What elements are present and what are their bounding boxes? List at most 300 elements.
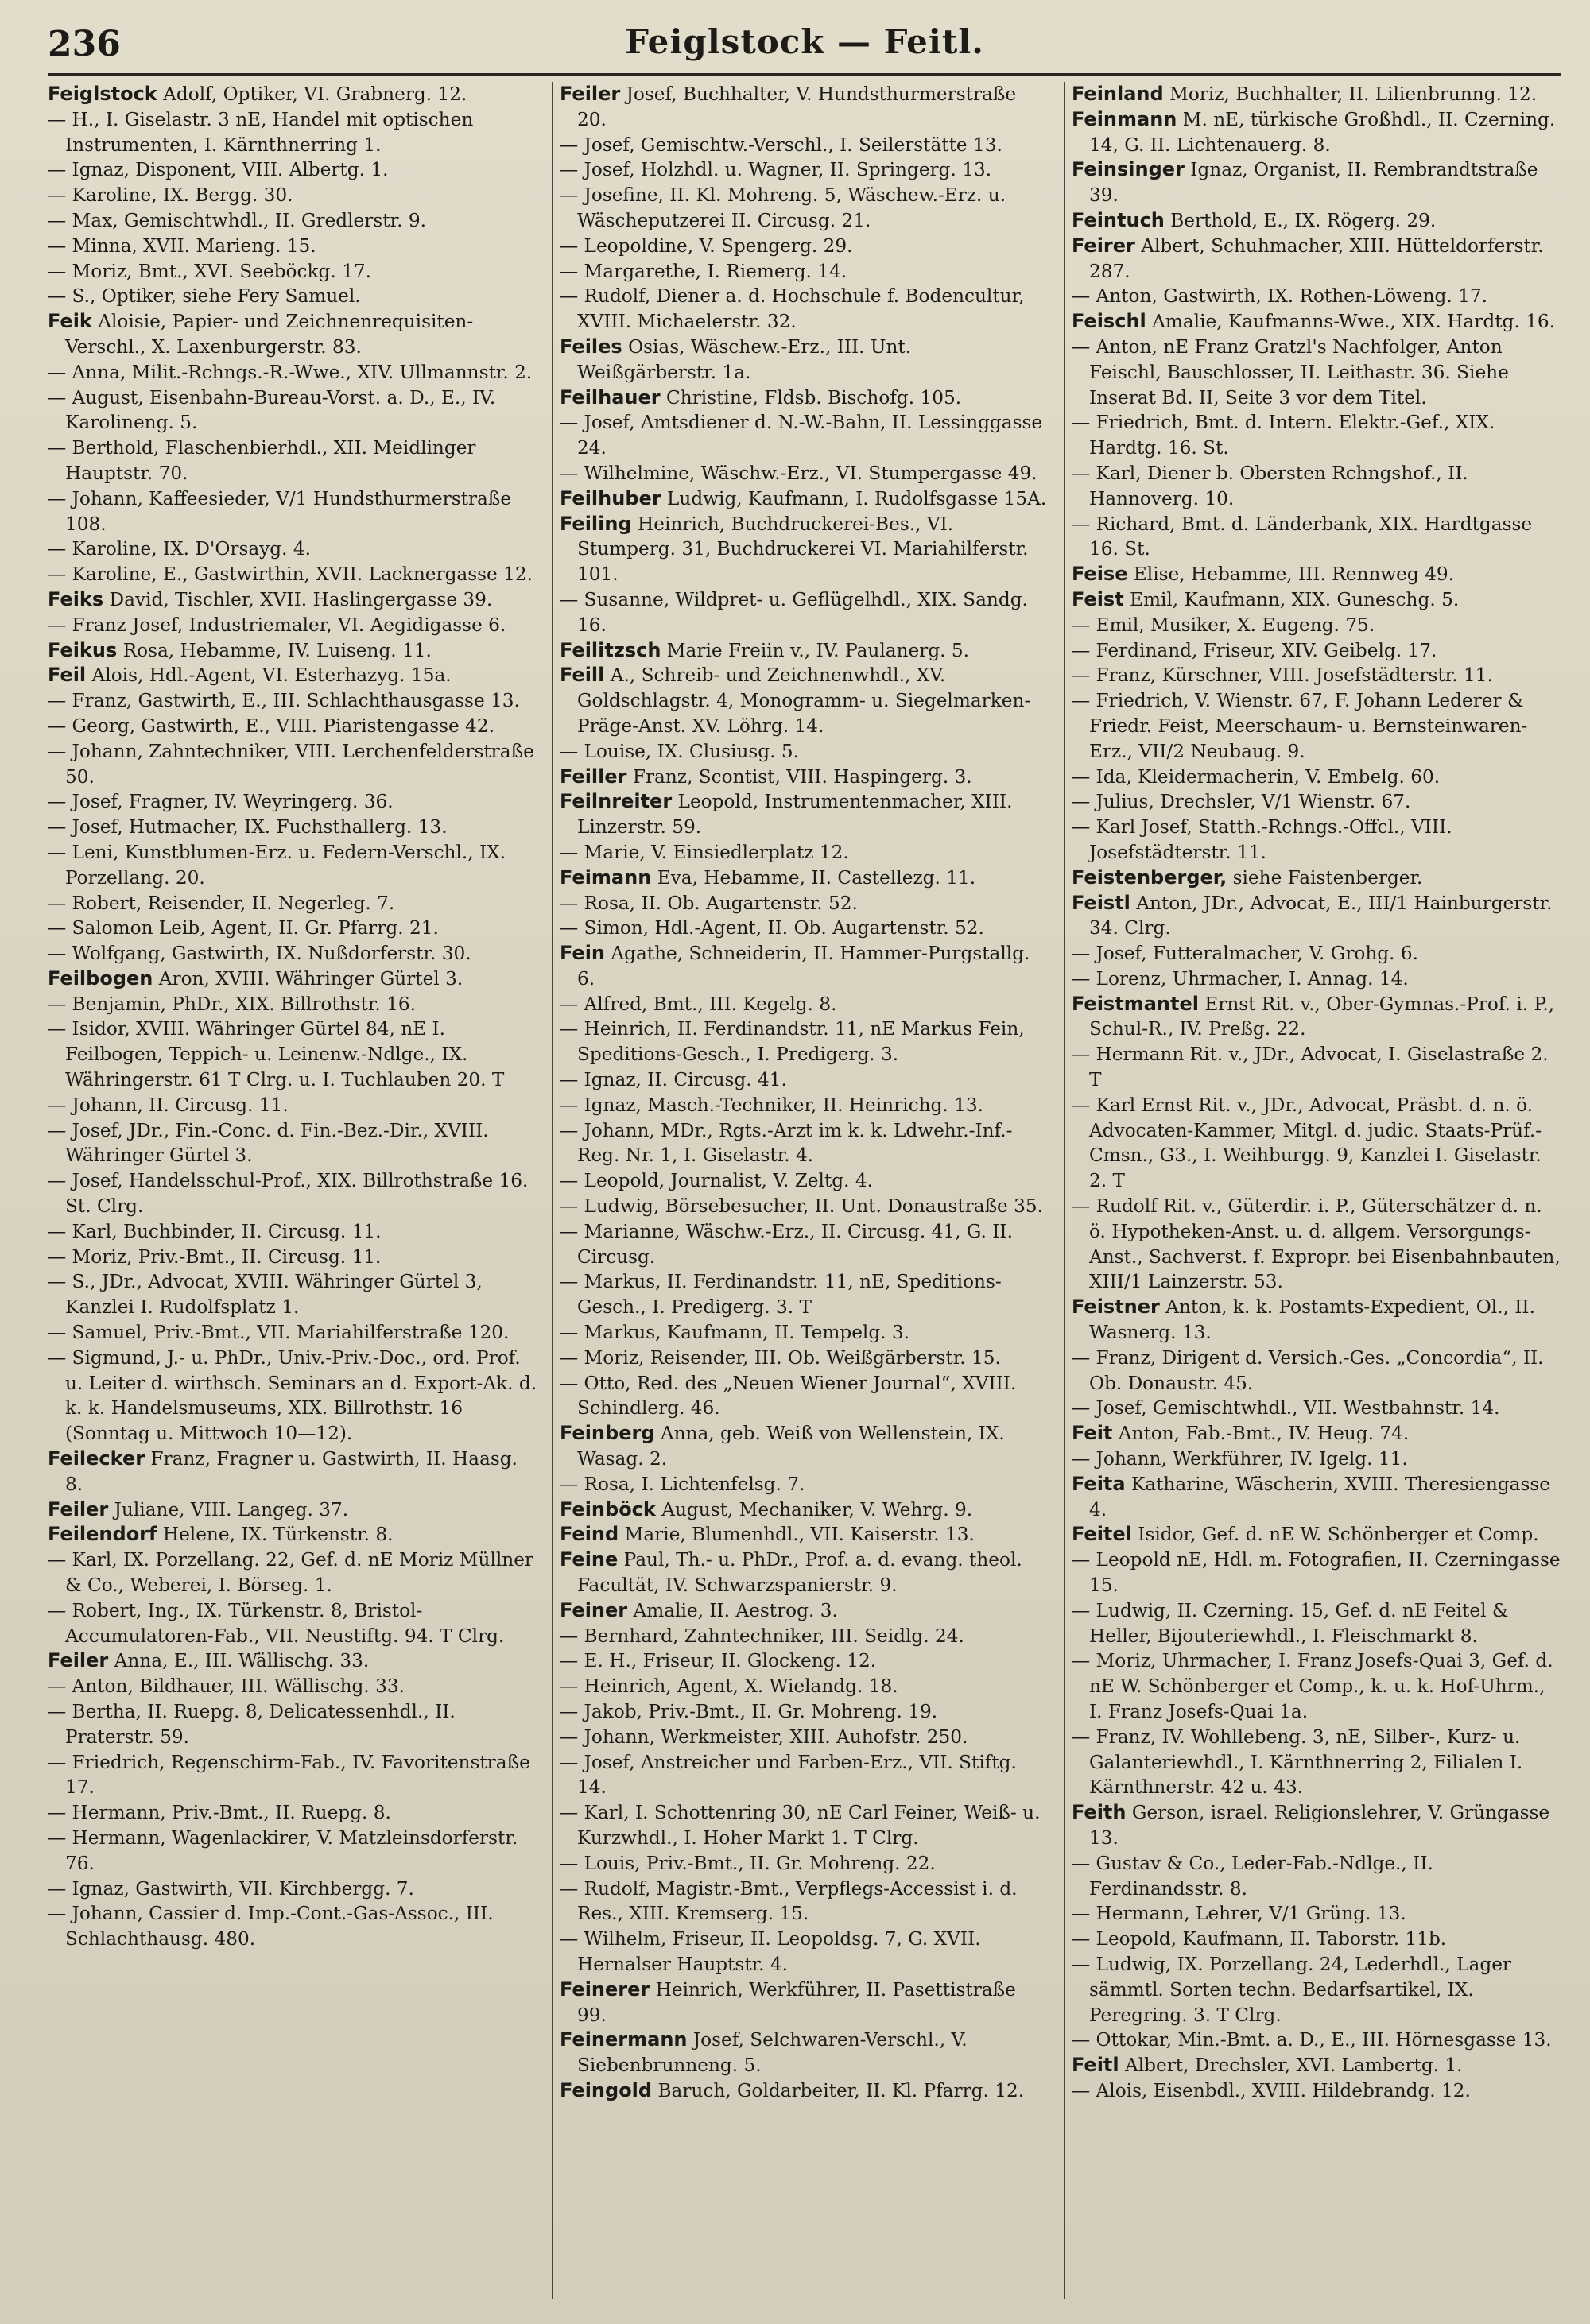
directory-entry xyxy=(48,663,537,688)
entry-details: Berthold, E., IX. Rögerg. 29. xyxy=(1170,209,1437,231)
entry-details: — Anton, Gastwirth, IX. Rothen-Löweng. 17. xyxy=(1072,285,1487,308)
directory-entry xyxy=(48,1699,537,1750)
directory-entry xyxy=(560,512,1049,587)
entry-details: Heinrich, Buchdruckerei-Bes., VI. Stumperg. 31, Buchdruckerei VI. Mariahilferstr. 101. xyxy=(577,513,1029,586)
entry-surname: Feilhauer xyxy=(560,385,661,409)
entry-details: — Rosa, I. Lichtenfelsg. 7. xyxy=(560,1473,805,1495)
directory-entry xyxy=(48,941,537,966)
entry-details: — Franz, Kürschner, VIII. Josefstädterstr. 11. xyxy=(1072,664,1493,687)
directory-entry xyxy=(560,1522,1049,1547)
entry-surname: Feinmann xyxy=(1072,107,1177,130)
directory-entry xyxy=(1072,309,1561,335)
directory-entry xyxy=(48,536,537,562)
entry-details: — Johann, Kaffeesieder, V/1 Hundsthurmerstraße 108. xyxy=(48,487,512,535)
entry-details: — Josef, Anstreicher und Farben-Erz., VII. Stiftg. 14. xyxy=(560,1751,1017,1799)
directory-entry xyxy=(1072,587,1561,613)
entry-details: — Moriz, Bmt., XVI. Seeböckg. 17. xyxy=(48,260,371,282)
directory-entry xyxy=(48,259,537,285)
entry-details: Elise, Hebamme, III. Rennweg 49. xyxy=(1133,564,1454,586)
entry-details: Anna, E., III. Wällischg. 33. xyxy=(114,1650,370,1672)
entry-details: — Ludwig, Börsebesucher, II. Unt. Donaustraße 35. xyxy=(560,1195,1044,1218)
entry-details: Juliane, VIII. Langeg. 37. xyxy=(114,1498,349,1520)
directory-entry xyxy=(1072,992,1561,1043)
entry-details: — Johann, Cassier d. Imp.-Cont.-Gas-Assoc., III. Schlachthausg. 480. xyxy=(48,1903,494,1950)
directory-entry xyxy=(560,840,1049,866)
entry-details: Christine, Fldsb. Bischofg. 105. xyxy=(666,386,962,409)
entry-details: — Moriz, Uhrmacher, I. Franz Josefs-Quai 3, Gef. d. nE W. Schönberger et Comp., k. u. k. Hof-Uhrm., I. Franz Josefs-Quai 1a. xyxy=(1072,1650,1553,1722)
entry-details: — Leopold, Journalist, V. Zeltg. 4. xyxy=(560,1170,873,1192)
entry-surname: Feilnreiter xyxy=(560,790,673,813)
directory-entry xyxy=(560,941,1049,992)
directory-entry xyxy=(48,739,537,790)
directory-entry xyxy=(1072,157,1561,208)
entry-details: — Heinrich, Agent, X. Wielandg. 18. xyxy=(560,1675,898,1698)
entry-details: — Josef, Amtsdiener d. N.-W.-Bahn, II. Lessinggasse 24. xyxy=(560,412,1043,459)
directory-entry xyxy=(48,1547,537,1598)
entry-details: Amalie, II. Aestrog. 3. xyxy=(633,1599,838,1621)
entry-details: — Friedrich, Bmt. d. Intern. Elektr.-Gef., XIX. Hardtg. 16. St. xyxy=(1072,412,1495,459)
entry-details: — Markus, II. Ferdinandstr. 11, nE, Speditions-Gesch., I. Predigerg. 3. T xyxy=(560,1271,1002,1319)
directory-entry xyxy=(48,82,537,107)
directory-entry xyxy=(1072,815,1561,866)
directory-entry xyxy=(1072,891,1561,942)
entry-surname: Feintuch xyxy=(1072,208,1165,231)
directory-entry xyxy=(560,259,1049,285)
entry-details: — Bertha, II. Ruepg. 8, Delicatessenhdl., II. Praterstr. 59. xyxy=(48,1701,456,1748)
entry-details: — Julius, Drechsler, V/1 Wienstr. 67. xyxy=(1072,791,1411,813)
directory-entry xyxy=(560,1800,1049,1851)
directory-entry xyxy=(560,1269,1049,1320)
entry-details: Albert, Schuhmacher, XIII. Hütteldorferstr. 287. xyxy=(1089,234,1544,282)
entry-details: — Josef, Gemischtwhdl., VII. Westbahnstr. 14. xyxy=(1072,1397,1500,1420)
entry-surname: Feilendorf xyxy=(48,1523,157,1546)
entry-details: — Leopold nE, Hdl. m. Fotografien, II. Czerningasse 15. xyxy=(1072,1549,1561,1597)
entry-details: — Samuel, Priv.-Bmt., VII. Mariahilferstraße 120. xyxy=(48,1322,510,1344)
entry-details: — Josef, Gemischtw.-Verschl., I. Seilerstätte 13. xyxy=(560,134,1002,156)
entry-surname: Feinland xyxy=(1072,83,1164,105)
directory-entry xyxy=(1072,562,1561,587)
directory-entry xyxy=(48,638,537,664)
directory-entry xyxy=(560,663,1049,738)
entry-details: — Marianne, Wäschw.-Erz., II. Circusg. 41, G. II. Circusg. xyxy=(560,1220,1013,1268)
entry-details: Aron, XVIII. Währinger Gürtel 3. xyxy=(158,967,463,990)
directory-entry xyxy=(560,1320,1049,1346)
entry-details: — Louise, IX. Clusiusg. 5. xyxy=(560,740,799,762)
directory-entry xyxy=(560,765,1049,790)
directory-entry xyxy=(48,183,537,208)
entry-details: — Josef, Fragner, IV. Weyringerg. 36. xyxy=(48,791,394,813)
entry-details: — H., I. Giselastr. 3 nE, Handel mit optischen Instrumenten, I. Kärnthnerring 1. xyxy=(48,108,474,156)
entry-surname: Feiks xyxy=(48,587,104,610)
entry-details: Ernst Rit. v., Ober-Gymnas.-Prof. i. P., Schul-R., IV. Preßg. 22. xyxy=(1089,993,1555,1040)
entry-details: — Leopold, Kaufmann, II. Taborstr. 11b. xyxy=(1072,1928,1447,1950)
entry-details: — Wilhelmine, Wäschw.-Erz., VI. Stumpergasse 49. xyxy=(560,462,1037,484)
entry-details: — Benjamin, PhDr., XIX. Billrothstr. 16. xyxy=(48,993,416,1015)
directory-entry xyxy=(560,891,1049,916)
directory-entry xyxy=(560,739,1049,765)
directory-entry xyxy=(560,2078,1049,2104)
entry-surname: Feikus xyxy=(48,638,118,661)
directory-entry xyxy=(1072,2028,1561,2053)
entry-details: — Johann, Werkführer, IV. Igelg. 11. xyxy=(1072,1448,1408,1470)
running-head: Feiglstock — Feitl. xyxy=(625,22,984,61)
directory-entry xyxy=(1072,461,1561,512)
entry-surname: Feistmantel xyxy=(1072,992,1199,1015)
entry-details: — Lorenz, Uhrmacher, I. Annag. 14. xyxy=(1072,967,1409,990)
entry-surname: Feilhuber xyxy=(560,486,661,509)
column-3 xyxy=(1064,82,1561,2299)
directory-entry xyxy=(1072,1093,1561,1194)
directory-entry xyxy=(48,1901,537,1952)
entry-details: siehe Faistenberger. xyxy=(1232,866,1423,889)
directory-entry xyxy=(560,1472,1049,1497)
entry-details: — Rudolf Rit. v., Güterdir. i. P., Güterschätzer d. n. ö. Hypotheken-Anst. u. d. allgem. Versorgungs-Anst., Sachverst. f. Expropr. bei Eisenbahnbauten, XIII/1 Lainzerstr. 53. xyxy=(1072,1195,1561,1293)
entry-details: — Josef, Handelsschul-Prof., XIX. Billrothstraße 16. St. Clrg. xyxy=(48,1170,529,1218)
directory-entry xyxy=(560,183,1049,234)
entry-surname: Feilbogen xyxy=(48,966,153,990)
directory-entry xyxy=(48,1093,537,1118)
directory-entry xyxy=(48,562,537,587)
entry-details: — Franz, Gastwirth, E., III. Schlachthausgasse 13. xyxy=(48,690,520,712)
entry-surname: Feimann xyxy=(560,866,652,889)
directory-entry xyxy=(48,385,537,436)
entry-details: Ignaz, Organist, II. Rembrandtstraße 39. xyxy=(1089,159,1538,207)
entry-surname: Feinböck xyxy=(560,1497,656,1520)
entry-surname: Feil xyxy=(48,664,87,687)
directory-entry xyxy=(1072,1800,1561,1851)
entry-details: — Max, Gemischtwhdl., II. Gredlerstr. 9. xyxy=(48,209,426,231)
entry-details: Amalie, Kaufmanns-Wwe., XIX. Hardtg. 16. xyxy=(1152,311,1555,333)
entry-details: — Hermann, Lehrer, V/1 Grüng. 13. xyxy=(1072,1903,1406,1925)
entry-surname: Feist xyxy=(1072,587,1124,610)
entry-details: — Minna, XVII. Marieng. 15. xyxy=(48,234,316,257)
directory-entry xyxy=(1072,82,1561,107)
entry-details: — Marie, V. Einsiedlerplatz 12. xyxy=(560,841,849,863)
entry-details: — Rudolf, Diener a. d. Hochschule f. Bodencultur, XVIII. Michaelerstr. 32. xyxy=(560,285,1025,333)
entry-details: — Leni, Kunstblumen-Erz. u. Federn-Verschl., IX. Porzellang. 20. xyxy=(48,841,506,889)
entry-details: — Franz Josef, Industriemaler, VI. Aegidigasse 6. xyxy=(48,614,506,636)
entry-surname: Feirer xyxy=(1072,234,1135,257)
directory-entry xyxy=(48,284,537,309)
entry-surname: Feiles xyxy=(560,335,622,358)
entry-details: — S., Optiker, siehe Fery Samuel. xyxy=(48,285,361,308)
entry-surname: Feitl xyxy=(1072,2054,1119,2077)
entry-details: — Alfred, Bmt., III. Kegelg. 8. xyxy=(560,993,837,1015)
entry-details: — Markus, Kaufmann, II. Tempelg. 3. xyxy=(560,1322,910,1344)
directory-entry xyxy=(1072,335,1561,410)
directory-entry xyxy=(560,992,1049,1017)
entry-details: — Johann, Zahntechniker, VIII. Lerchenfelderstraße 50. xyxy=(48,740,534,788)
directory-entry xyxy=(48,234,537,259)
directory-entry xyxy=(48,1118,537,1169)
directory-entry xyxy=(1072,866,1561,891)
entry-details: Josef, Selchwaren-Verschl., V. Siebenbrunneng. 5. xyxy=(577,2029,968,2077)
directory-entry xyxy=(48,1800,537,1826)
directory-entry xyxy=(560,1371,1049,1422)
entry-details: A., Schreib- und Zeichnenwhdl., XV. Goldschlagstr. 4, Monogramm- u. Siegelmarken-Präge-Anst. XV. Löhrg. 14. xyxy=(577,664,1031,737)
entry-surname: Feilitzsch xyxy=(560,638,661,661)
page-header xyxy=(48,22,1561,76)
directory-entry xyxy=(48,992,537,1017)
entry-details: — Gustav & Co., Leder-Fab.-Ndlge., II. Ferdinandsstr. 8. xyxy=(1072,1852,1433,1900)
directory-entry xyxy=(560,82,1049,133)
entry-details: Leopold, Instrumentenmacher, XIII. Linzerstr. 59. xyxy=(577,791,1013,839)
entry-surname: Feistner xyxy=(1072,1296,1160,1319)
entry-details: — Hermann, Wagenlackirer, V. Matzleinsdorferstr. 76. xyxy=(48,1826,518,1874)
directory-entry xyxy=(1072,2053,1561,2078)
directory-entry xyxy=(1072,284,1561,309)
directory-entry xyxy=(560,461,1049,486)
entry-details: — Anton, nE Franz Gratzl's Nachfolger, Anton Feischl, Bauschlosser, II. Leithastr. 36. Siehe Inserat Bd. II, Seite 3 vor dem Titel. xyxy=(1072,335,1509,409)
entry-surname: Feinsinger xyxy=(1072,158,1185,181)
directory-entry xyxy=(560,1017,1049,1067)
directory-entry xyxy=(1072,789,1561,815)
directory-entry xyxy=(48,157,537,183)
directory-entry xyxy=(48,1245,537,1270)
directory-entry xyxy=(560,587,1049,638)
directory-entry xyxy=(1072,1851,1561,1902)
directory-entry xyxy=(1072,688,1561,764)
directory-entry xyxy=(560,1725,1049,1750)
directory-entry xyxy=(560,1219,1049,1270)
entry-details: Emil, Kaufmann, XIX. Guneschg. 5. xyxy=(1130,588,1460,610)
directory-entry xyxy=(48,815,537,840)
directory-entry xyxy=(560,1194,1049,1219)
directory-entry xyxy=(1072,234,1561,285)
entry-details: Baruch, Goldarbeiter, II. Kl. Pfarrg. 12. xyxy=(657,2079,1025,2101)
directory-entry xyxy=(48,1648,537,1674)
directory-entry xyxy=(1072,1295,1561,1346)
directory-entry xyxy=(560,916,1049,941)
directory-entry xyxy=(560,284,1049,335)
directory-entry xyxy=(48,1826,537,1877)
entry-surname: Feita xyxy=(1072,1472,1126,1495)
entry-details: — Ida, Kleidermacherin, V. Embelg. 60. xyxy=(1072,765,1441,788)
entry-details: Albert, Drechsler, XVI. Lambertg. 1. xyxy=(1125,2055,1463,2077)
directory-entry xyxy=(560,1168,1049,1194)
entry-details: — Hermann Rit. v., JDr., Advocat, I. Giselastraße 2. T xyxy=(1072,1044,1549,1091)
directory-entry xyxy=(560,335,1049,385)
entry-details: — Georg, Gastwirth, E., VIII. Piaristengasse 42. xyxy=(48,715,494,737)
directory-entry xyxy=(560,789,1049,840)
entry-details: Anton, JDr., Advocat, E., III/1 Hainburgerstr. 34. Clrg. xyxy=(1089,892,1553,939)
directory-entry xyxy=(48,1522,537,1547)
entry-details: — Karl, IX. Porzellang. 22, Gef. d. nE Moriz Müllner & Co., Weberei, I. Börseg. 1. xyxy=(48,1549,534,1597)
directory-entry xyxy=(560,638,1049,664)
entry-details: — Friedrich, Regenschirm-Fab., IV. Favoritenstraße 17. xyxy=(48,1751,530,1799)
entry-details: — Josef, Hutmacher, IX. Fuchsthallerg. 13. xyxy=(48,816,448,839)
entry-details: — Karl Ernst Rit. v., JDr., Advocat, Präsbt. d. n. ö. Advocaten-Kammer, Mitgl. d. judic. Staats-Prüf.-Cmsn., G3., I. Weihburgg. 9, Kanzlei I. Giselastr. 2. T xyxy=(1072,1094,1542,1192)
entry-details: — Anton, Bildhauer, III. Wällischg. 33. xyxy=(48,1675,405,1698)
entry-details: — Ignaz, Disponent, VIII. Albertg. 1. xyxy=(48,159,389,181)
entry-details: — Margarethe, I. Riemerg. 14. xyxy=(560,260,847,282)
directory-entry xyxy=(560,2028,1049,2078)
entry-details: Ludwig, Kaufmann, I. Rudolfsgasse 15A. xyxy=(667,487,1047,509)
directory-entry xyxy=(560,1648,1049,1674)
directory-entry xyxy=(560,1598,1049,1624)
entry-details: Helene, IX. Türkenstr. 8. xyxy=(162,1524,394,1546)
directory-entry xyxy=(1072,1901,1561,1927)
directory-entry xyxy=(48,613,537,638)
entry-details: Alois, Hdl.-Agent, VI. Esterhazyg. 15a. xyxy=(91,664,452,687)
entry-details: Franz, Fragner u. Gastwirth, II. Haasg. 8. xyxy=(65,1448,518,1495)
entry-details: — Susanne, Wildpret- u. Geflügelhdl., XIX. Sandg. 16. xyxy=(560,588,1028,636)
directory-entry xyxy=(1072,2078,1561,2104)
entry-details: — Leopoldine, V. Spengerg. 29. xyxy=(560,234,853,257)
entry-surname: Feit xyxy=(1072,1422,1113,1445)
entry-details: — Salomon Leib, Agent, II. Gr. Pfarrg. 21. xyxy=(48,917,439,939)
directory-entry xyxy=(1072,613,1561,638)
entry-details: — Louis, Priv.-Bmt., II. Gr. Mohreng. 22. xyxy=(560,1852,936,1874)
entry-details: — Ignaz, Gastwirth, VII. Kirchbergg. 7. xyxy=(48,1877,414,1900)
entry-details: — Rudolf, Magistr.-Bmt., Verpflegs-Accessist i. d. Res., XIII. Kremserg. 15. xyxy=(560,1877,1018,1925)
directory-entry xyxy=(1072,966,1561,992)
entry-details: — Alois, Eisenbdl., XVIII. Hildebrandg. 12. xyxy=(1072,2079,1471,2101)
directory-entry xyxy=(1072,1547,1561,1598)
directory-entry xyxy=(560,1977,1049,2028)
directory-entry xyxy=(48,208,537,234)
entry-details: — Karoline, IX. D'Orsayg. 4. xyxy=(48,538,311,560)
directory-entry xyxy=(48,486,537,537)
entry-details: — Karoline, IX. Bergg. 30. xyxy=(48,184,293,207)
directory-entry xyxy=(1072,1648,1561,1724)
entry-details: August, Mechaniker, V. Wehrg. 9. xyxy=(661,1498,973,1520)
directory-entry xyxy=(1072,1396,1561,1421)
directory-entry xyxy=(560,1674,1049,1699)
entry-details: — Robert, Ing., IX. Türkenstr. 8, Bristol-Accumulatoren-Fab., VII. Neustiftg. 94. T Clrg. xyxy=(48,1599,505,1647)
entry-details: — Karl Josef, Statth.-Rchngs.-Offcl., VIII. Josefstädterstr. 11. xyxy=(1072,816,1452,863)
entry-details: Rosa, Hebamme, IV. Luiseng. 11. xyxy=(122,639,432,661)
directory-entry xyxy=(1072,1472,1561,1523)
entry-details: David, Tischler, XVII. Haslingergasse 39. xyxy=(109,588,493,610)
entry-details: — Johann, Werkmeister, XIII. Auhofstr. 250. xyxy=(560,1726,968,1748)
entry-surname: Feingold xyxy=(560,2078,653,2101)
entry-details: Agathe, Schneiderin, II. Hammer-Purgstallg. 6. xyxy=(577,943,1030,990)
directory-columns xyxy=(48,82,1561,2299)
entry-details: — S., JDr., Advocat, XVIII. Währinger Gürtel 3, Kanzlei I. Rudolfsplatz 1. xyxy=(48,1271,483,1319)
directory-entry xyxy=(560,486,1049,512)
entry-details: — Ignaz, II. Circusg. 41. xyxy=(560,1069,787,1091)
entry-surname: Feinerer xyxy=(560,1977,650,2001)
entry-surname: Feinermann xyxy=(560,2028,688,2051)
directory-entry xyxy=(560,1118,1049,1169)
directory-entry xyxy=(48,1447,537,1497)
directory-entry xyxy=(48,1877,537,1902)
entry-surname: Feiler xyxy=(48,1497,109,1520)
directory-entry xyxy=(1072,1725,1561,1800)
entry-details: — Heinrich, II. Ferdinandstr. 11, nE Markus Fein, Speditions-Gesch., I. Predigerg. 3. xyxy=(560,1018,1025,1066)
directory-entry xyxy=(48,916,537,941)
directory-entry xyxy=(560,1750,1049,1801)
directory-entry xyxy=(48,1346,537,1447)
entry-surname: Feischl xyxy=(1072,310,1146,333)
entry-surname: Feilecker xyxy=(48,1447,145,1470)
directory-entry xyxy=(560,1421,1049,1472)
entry-details: — August, Eisenbahn-Bureau-Vorst. a. D., E., IV. Karolineng. 5. xyxy=(48,386,496,434)
entry-details: — Johann, MDr., Rgts.-Arzt im k. k. Ldwehr.-Inf.-Reg. Nr. 1, I. Giselastr. 4. xyxy=(560,1119,1013,1167)
entry-surname: Feiner xyxy=(560,1598,628,1621)
entry-surname: Feise xyxy=(1072,563,1128,586)
column-2 xyxy=(552,82,1049,2299)
entry-details: — Berthold, Flaschenbierhdl., XII. Meidlinger Hauptstr. 70. xyxy=(48,437,476,484)
directory-entry xyxy=(560,1547,1049,1598)
entry-surname: Feinberg xyxy=(560,1422,655,1445)
entry-details: — Bernhard, Zahntechniker, III. Seidlg. 24. xyxy=(560,1625,964,1647)
entry-details: — Friedrich, V. Wienstr. 67, F. Johann Lederer & Friedr. Feist, Meerschaum- u. Bernsteinwaren-Erz., VII/2 Neubaug. 9. xyxy=(1072,690,1528,762)
directory-entry xyxy=(48,1497,537,1523)
entry-details: — Karl, I. Schottenring 30, nE Carl Feiner, Weiß- u. Kurzwhdl., I. Hoher Markt 1. T Clrg. xyxy=(560,1802,1041,1849)
directory-entry xyxy=(560,1927,1049,1977)
directory-entry xyxy=(1072,1042,1561,1093)
entry-details: Aloisie, Papier- und Zeichnenrequisiten-Verschl., X. Laxenburgerstr. 83. xyxy=(65,311,474,358)
directory-entry xyxy=(1072,1927,1561,1952)
directory-entry xyxy=(1072,1447,1561,1472)
directory-entry xyxy=(1072,410,1561,461)
entry-surname: Fein xyxy=(560,942,606,965)
entry-details: M. nE, türkische Großhdl., II. Czerning. 14, G. II. Lichtenauerg. 8. xyxy=(1089,108,1556,156)
entry-details: — Wolfgang, Gastwirth, IX. Nußdorferstr. 30. xyxy=(48,943,471,965)
entry-details: — Emil, Musiker, X. Eugeng. 75. xyxy=(1072,614,1375,636)
entry-details: — E. H., Friseur, II. Glockeng. 12. xyxy=(560,1650,877,1672)
directory-entry xyxy=(560,410,1049,461)
entry-surname: Feiler xyxy=(560,83,621,105)
entry-surname: Feiglstock xyxy=(48,83,157,105)
entry-surname: Feistl xyxy=(1072,891,1130,914)
entry-details: — Ignaz, Masch.-Techniker, II. Heinrichg. 13. xyxy=(560,1094,983,1116)
entry-surname: Feiler xyxy=(48,1649,109,1672)
entry-details: Marie Freiin v., IV. Paulanerg. 5. xyxy=(666,639,970,661)
directory-entry xyxy=(1072,941,1561,966)
entry-details: — Josef, Futteralmacher, V. Grohg. 6. xyxy=(1072,943,1419,965)
directory-entry xyxy=(1072,638,1561,664)
entry-details: — Karoline, E., Gastwirthin, XVII. Lacknergasse 12. xyxy=(48,564,533,586)
directory-entry xyxy=(1072,1421,1561,1447)
entry-details: Heinrich, Werkführer, II. Pasettistraße 99. xyxy=(577,1978,1016,2026)
directory-entry xyxy=(560,1851,1049,1877)
directory-entry xyxy=(48,107,537,158)
entry-details: Anton, k. k. Postamts-Expedient, Ol., II. Wasnerg. 13. xyxy=(1089,1296,1535,1344)
entry-details: — Rosa, II. Ob. Augartenstr. 52. xyxy=(560,892,858,914)
directory-entry xyxy=(560,1093,1049,1118)
directory-entry xyxy=(560,133,1049,158)
entry-details: — Karl, Buchbinder, II. Circusg. 11. xyxy=(48,1220,382,1242)
directory-entry xyxy=(1072,1952,1561,2028)
entry-details: Marie, Blumenhdl., VII. Kaiserstr. 13. xyxy=(624,1524,975,1546)
directory-entry xyxy=(48,360,537,385)
directory-entry xyxy=(48,714,537,739)
directory-entry xyxy=(1072,107,1561,158)
entry-details: — Josefine, II. Kl. Mohreng. 5, Wäschew.-Erz. u. Wäscheputzerei II. Circusg. 21. xyxy=(560,184,1006,231)
entry-details: — Sigmund, J.- u. PhDr., Univ.-Priv.-Doc., ord. Prof. u. Leiter d. wirthsch. Seminars an d. Export-Ak. d. k. k. Handelsmuseums, XIX. Billrothstr. 16 (Sonntag u. Mittwoch 10—12). xyxy=(48,1346,537,1445)
entry-details: Eva, Hebamme, II. Castellezg. 11. xyxy=(657,866,976,889)
directory-entry xyxy=(48,1750,537,1801)
directory-entry xyxy=(48,688,537,714)
directory-entry xyxy=(48,1598,537,1649)
entry-details: — Richard, Bmt. d. Länderbank, XIX. Hardtgasse 16. St. xyxy=(1072,513,1533,560)
directory-entry xyxy=(1072,765,1561,790)
entry-details: — Wilhelm, Friseur, II. Leopoldsg. 7, G. XVII. Hernalser Hauptstr. 4. xyxy=(560,1928,981,1975)
entry-details: Osias, Wäschew.-Erz., III. Unt. Weißgärberstr. 1a. xyxy=(577,335,912,383)
directory-entry xyxy=(48,1168,537,1219)
directory-entry xyxy=(48,1017,537,1092)
directory-entry xyxy=(48,891,537,916)
directory-entry xyxy=(1072,663,1561,688)
entry-details: — Isidor, XVIII. Währinger Gürtel 84, nE I. Feilbogen, Teppich- u. Leinenw.-Ndlge., IX. Währingerstr. 61 T Clrg. u. I. Tuchlauben 20. T xyxy=(48,1018,505,1091)
entry-details: — Moriz, Priv.-Bmt., II. Circusg. 11. xyxy=(48,1245,382,1268)
entry-details: Gerson, israel. Religionslehrer, V. Grüngasse 13. xyxy=(1089,1802,1550,1849)
directory-entry xyxy=(48,1320,537,1346)
entry-details: — Johann, II. Circusg. 11. xyxy=(48,1094,289,1116)
